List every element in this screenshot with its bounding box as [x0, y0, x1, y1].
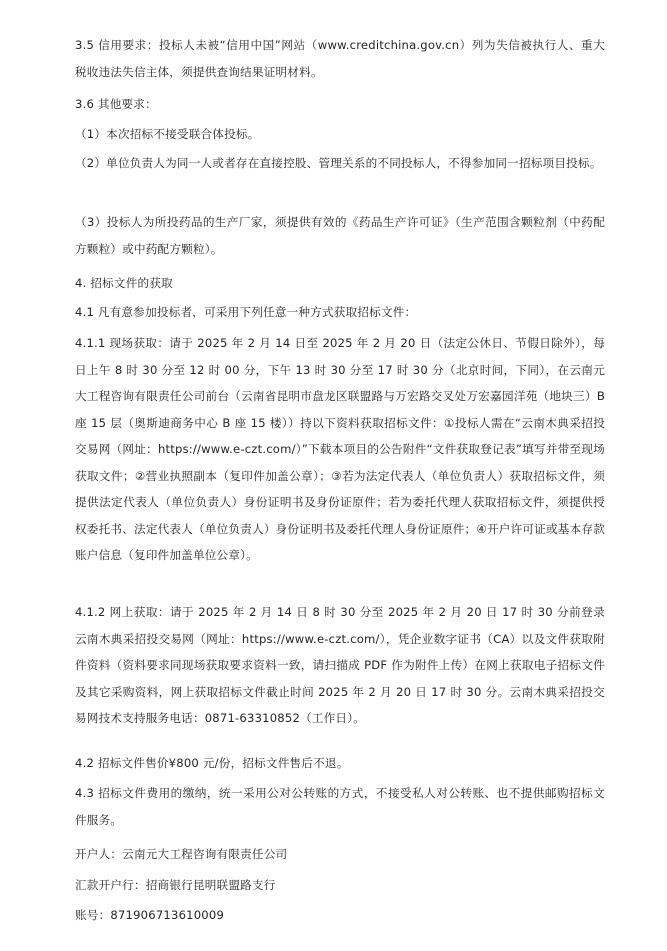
clause-4-1: 4.1 凡有意参加投标者，可采用下列任意一种方式获取招标文件： [75, 305, 417, 319]
account-holder: 开户人：云南元大工程咨询有限责任公司 [75, 847, 288, 861]
section-4-heading: 4. 招标文件的获取 [75, 276, 173, 290]
clause-3-6-item-1: （1）本次招标不接受联合体投标。 [75, 127, 260, 141]
clause-4-1-1-onsite: 4.1.1 现场获取：请于 2025 年 2 月 14 日至 2025 年 2 月 20 日（法定公休日、节假日除外），每日上午 8 时 30 分至 12 时 00 分，下午 13 时 30 分至 17 时 30 分（北京时间，下同），在云南元大工程咨询有限责任公司前台（云南省昆明市盘龙区联盟路与万宏路交叉处万宏嘉园洋苑（地块三）B 座 15 层（奥斯迪商务中心 B 座 15 楼））持以下资料获取招标文件：①投标人需在“云南木典采招投交易网（网址：https://www.e-czt.com/）”下载本项目的公告附件“文件获取登记表”填写并带至现场获取文件；②营业执照副本（复印件加盖公章）；③若为法定代表人（单位负责人）获取招标文件，须提供法定代表人（单位负责人）身份证明书及身份证原件；若为委托代理人获取招标文件，须提供授权委托书、法定代表人（单位负责人）身份证明书及委托代理人身份证原件；④开户许可证或基本存款账户信息（复印件加盖单位公章）。 [75, 336, 605, 562]
clause-4-3-payment: 4.3 招标文件费用的缴纳，统一采用公对公转账的方式，不接受私人对公转账、也不提供邮购招标文件服务。 [75, 786, 605, 827]
bank-branch: 汇款开户行：招商银行昆明联盟路支行 [75, 878, 276, 892]
account-number: 账号：871906713610009 [75, 908, 225, 922]
clause-3-6-item-3: （3）投标人为所投药品的生产厂家，须提供有效的《药品生产许可证》（生产范围含颗粒剂（中药配方颗粒）或中药配方颗粒）。 [75, 215, 605, 256]
clause-4-2-price: 4.2 招标文件售价¥800 元/份，招标文件售后不退。 [75, 756, 349, 770]
clause-3-5-credit: 3.5 信用要求：投标人未被“信用中国”网站（www.creditchina.gov.cn）列为失信被执行人、重大税收违法失信主体，须提供查询结果证明材料。 [75, 38, 605, 79]
clause-4-1-2-online: 4.1.2 网上获取：请于 2025 年 2 月 14 日 8 时 30 分至 2025 年 2 月 20 日 17 时 30 分前登录云南木典采招投交易网（网址：https://www.e-czt.com/），凭企业数字证书（CA）以及文件获取附件资料（资料要求同现场获取要求资料一致，请扫描成 PDF 作为附件上传）在网上获取电子招标文件及其它采购资料，网上获取招标文件截止时间 2025 年 2 月 20 日 17 时 30 分。云南木典采招投交易网技术支持服务电话：0871-63310852（工作日）。 [75, 605, 605, 725]
clause-3-6-item-2: （2）单位负责人为同一人或者存在直接控股、管理关系的不同投标人，不得参加同一招标项目投标。 [75, 156, 602, 170]
clause-3-6-heading: 3.6 其他要求： [75, 97, 157, 111]
